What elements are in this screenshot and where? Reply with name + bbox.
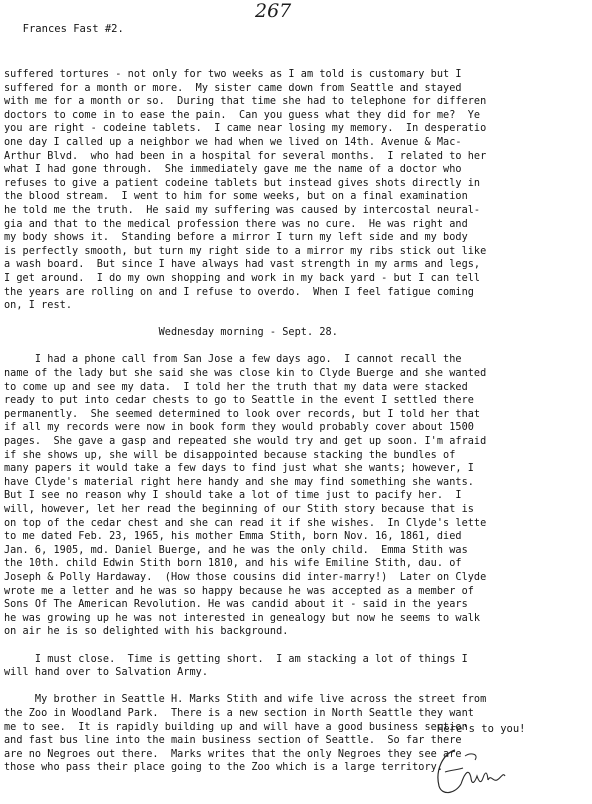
text-line: my body shows it. Standing before a mirror I turn my left side and my body — [4, 232, 468, 244]
text-line: you are right - codeine tablets. I came near losing my memory. In desperatio — [4, 123, 487, 135]
text-line: to me dated Feb. 23, 1965, his mother Emma Stith, born Nov. 16, 1861, died — [4, 531, 462, 543]
text-line: Jan. 6, 1905, md. Daniel Buerge, and he was the only child. Emma Stith was — [4, 544, 468, 556]
paragraph-gap — [4, 680, 590, 694]
text-line: the Zoo in Woodland Park. There is a new section in North Seattle they want — [4, 707, 474, 719]
text-line: with me for a month or so. During that time she had to telephone for differen — [4, 96, 487, 108]
text-line: doctors to come in to ease the pain. Can you guess what they did for me? Ye — [4, 109, 481, 121]
text-line: and fast bus line into the main business section of Seattle. So far there — [4, 735, 462, 747]
text-line: if she shows up, she will be disappointed because stacking the bundles of — [4, 449, 456, 461]
paragraph — [4, 653, 590, 680]
text-line: permanently. She seemed determined to look over records, but I told her that — [4, 408, 481, 420]
text-line: will, however, let her read the beginning of our Stith story because that is — [4, 504, 474, 515]
text-line: if all my records were now in book form they would probably cover about 1500 — [4, 422, 474, 434]
text-line: one day I called up a neighbor we had when we lived on 14th. Avenue & Mac- — [4, 136, 462, 148]
text-line: what I had gone through. She immediately gave me the name of a doctor who — [4, 164, 462, 176]
text-line: are no Negroes out there. Marks writes that the only Negroes they see are — [4, 748, 462, 760]
text-line: But I see no reason why I should take a lot of time just to pacify her. I — [4, 490, 462, 502]
text-line: a wash board. But since I have always had vast strength in my arms and legs, — [4, 259, 481, 271]
paragraph-gap — [4, 340, 590, 354]
text-line: Arthur Blvd. who had been in a hospital for several months. I related to her — [4, 150, 487, 162]
text-line: the 10th. child Edwin Stith born 1810, and his wife Emiline Stith, dau. of — [4, 558, 462, 570]
text-line: refuses to give a patient codeine tablets but instead gives shots directly in — [4, 177, 481, 189]
text-line: the blood stream. I went to him for some weeks, but on a final examination — [4, 191, 468, 203]
text-line: on air he is so delighted with his background. — [4, 626, 289, 638]
text-line: the years are rolling on and I refuse to overdo. When I feel fatigue coming — [4, 286, 474, 298]
text-line: My brother in Seattle H. Marks Stith and wife live across the street from — [4, 694, 487, 706]
paragraph-gap — [4, 639, 590, 653]
text-line: Wednesday morning - Sept. 28. — [4, 327, 338, 339]
text-line: me to see. It is rapidly building up and will have a good business section — [4, 721, 468, 733]
paragraph — [4, 68, 590, 313]
text-line: on, I rest. — [4, 300, 73, 312]
header-title: Frances Fast #2. — [22, 23, 124, 35]
text-line: wrote me a letter and he was so happy because he was accepted as a member of — [4, 585, 474, 597]
paragraph-gap — [4, 313, 590, 327]
paragraph — [4, 326, 590, 340]
text-line: Joseph & Polly Hardaway. (How those cousins did inter-marry!) Later on Clyde — [4, 571, 487, 583]
text-line: to come up and see my data. I told her the truth that my data were stacked — [4, 381, 468, 393]
text-line: he was growing up he was not interested in genealogy but now he seems to walk — [4, 612, 481, 624]
paragraph — [4, 353, 590, 638]
text-line: I must close. Time is getting short. I am stacking a lot of things I — [4, 653, 468, 665]
text-line: suffered tortures - not only for two weeks as I am told is customary but I — [4, 69, 462, 80]
text-line: gia and that to the medical profession there was no cure. He was right and — [4, 218, 468, 230]
text-line: Sons Of The American Revolution. He was candid about it - said in the years — [4, 599, 468, 611]
closing-line: Here's to you! — [437, 723, 526, 735]
text-line: those who pass their place going to the Zoo which is a large territory. — [4, 762, 444, 774]
text-line: on top of the cedar chest and she can read it if she wishes. In Clyde's lette — [4, 517, 487, 529]
letter-body — [4, 68, 590, 775]
text-line: have Clyde's material right here handy and she may find something she wants. — [4, 476, 474, 488]
text-line: I get around. I do my own shopping and work in my back yard - but I can tell — [4, 272, 481, 284]
text-line: he told me the truth. He said my suffering was caused by intercostal neural- — [4, 204, 481, 216]
text-line: suffered for a month or more. My sister came down from Seattle and stayed — [4, 82, 462, 94]
handwritten-page-number: 267 — [255, 0, 292, 22]
text-line: pages. She gave a gasp and repeated she would try and get up soon. I'm afraid — [4, 436, 487, 448]
text-line: many papers it would take a few days to find just what she wants; however, I — [4, 463, 474, 475]
handwritten-signature — [425, 742, 535, 800]
text-line: is perfectly smooth, but turn my right side to a mirror my ribs stick out like — [4, 245, 487, 257]
text-line: ready to put into cedar chests to go to Seattle in the event I settled there — [4, 395, 474, 407]
text-line: will hand over to Salvation Army. — [4, 667, 209, 679]
text-line: name of the lady but she said she was close kin to Clyde Buerge and she wanted — [4, 368, 487, 380]
letter-header — [10, 8, 124, 36]
text-line: I had a phone call from San Jose a few days ago. I cannot recall the — [4, 354, 462, 366]
